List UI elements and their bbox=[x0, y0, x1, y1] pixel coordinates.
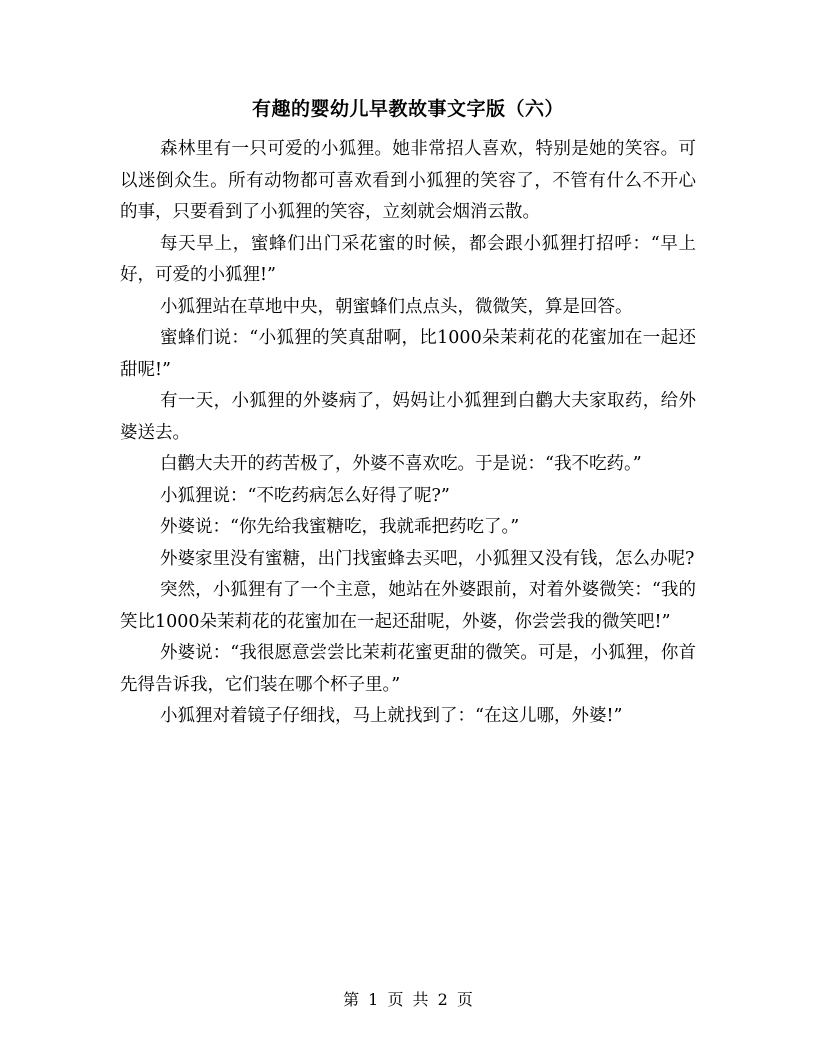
paragraph-6: 白鹳大夫开的药苦极了，外婆不喜欢吃。于是说：“我不吃药。” bbox=[160, 454, 642, 474]
document-title: 有趣的婴幼儿早教故事文字版（六） bbox=[251, 98, 564, 120]
page-footer: 第 1 页 共 2 页 bbox=[343, 990, 473, 1009]
paragraph-3: 小狐狸站在草地中央，朝蜜蜂们点点头，微微笑，算是回答。 bbox=[160, 296, 633, 317]
paragraph-10: 突然，小狐狸有了一个主意，她站在外婆跟前，对着外婆微笑：“我的笑比1000朵茉莉花的花蜜加在一起还甜呢，外婆，你尝尝我的微笑吧!” bbox=[120, 580, 696, 632]
paragraph-4: 蜜蜂们说：“小狐狸的笑真甜啊，比1000朵茉莉花的花蜜加在一起还甜呢!” bbox=[120, 328, 696, 380]
paragraph-9: 外婆家里没有蜜糖，出门找蜜蜂去买吧，小狐狸又没有钱，怎么办呢? bbox=[160, 548, 695, 569]
paragraph-8: 外婆说：“你先给我蜜糖吃，我就乖把药吃了。” bbox=[160, 517, 520, 537]
paragraph-2: 每天早上，蜜蜂们出门采花蜜的时候，都会跟小狐狸打招呼：“早上好，可爱的小狐狸!” bbox=[120, 233, 696, 285]
paragraph-1: 森林里有一只可爱的小狐狸。她非常招人喜欢，特别是她的笑容。可以迷倒众生。所有动物都可喜欢看到小狐狸的笑容了，不管有什么不开心的事，只要看到了小狐狸的笑容，立刻就会烟消云散。 bbox=[120, 139, 696, 222]
paragraph-7: 小狐狸说：“不吃药病怎么好得了呢?” bbox=[160, 485, 450, 506]
paragraph-11: 外婆说：“我很愿意尝尝比茉莉花蜜更甜的微笑。可是，小狐狸，你首先得告诉我，它们装在哪个杯子里。” bbox=[120, 643, 696, 695]
story-body bbox=[120, 134, 696, 733]
paragraph-12: 小狐狸对着镜子仔细找，马上就找到了：“在这儿哪，外婆!” bbox=[160, 706, 623, 726]
paragraph-5: 有一天，小狐狸的外婆病了，妈妈让小狐狸到白鹳大夫家取药，给外婆送去。 bbox=[120, 391, 696, 443]
